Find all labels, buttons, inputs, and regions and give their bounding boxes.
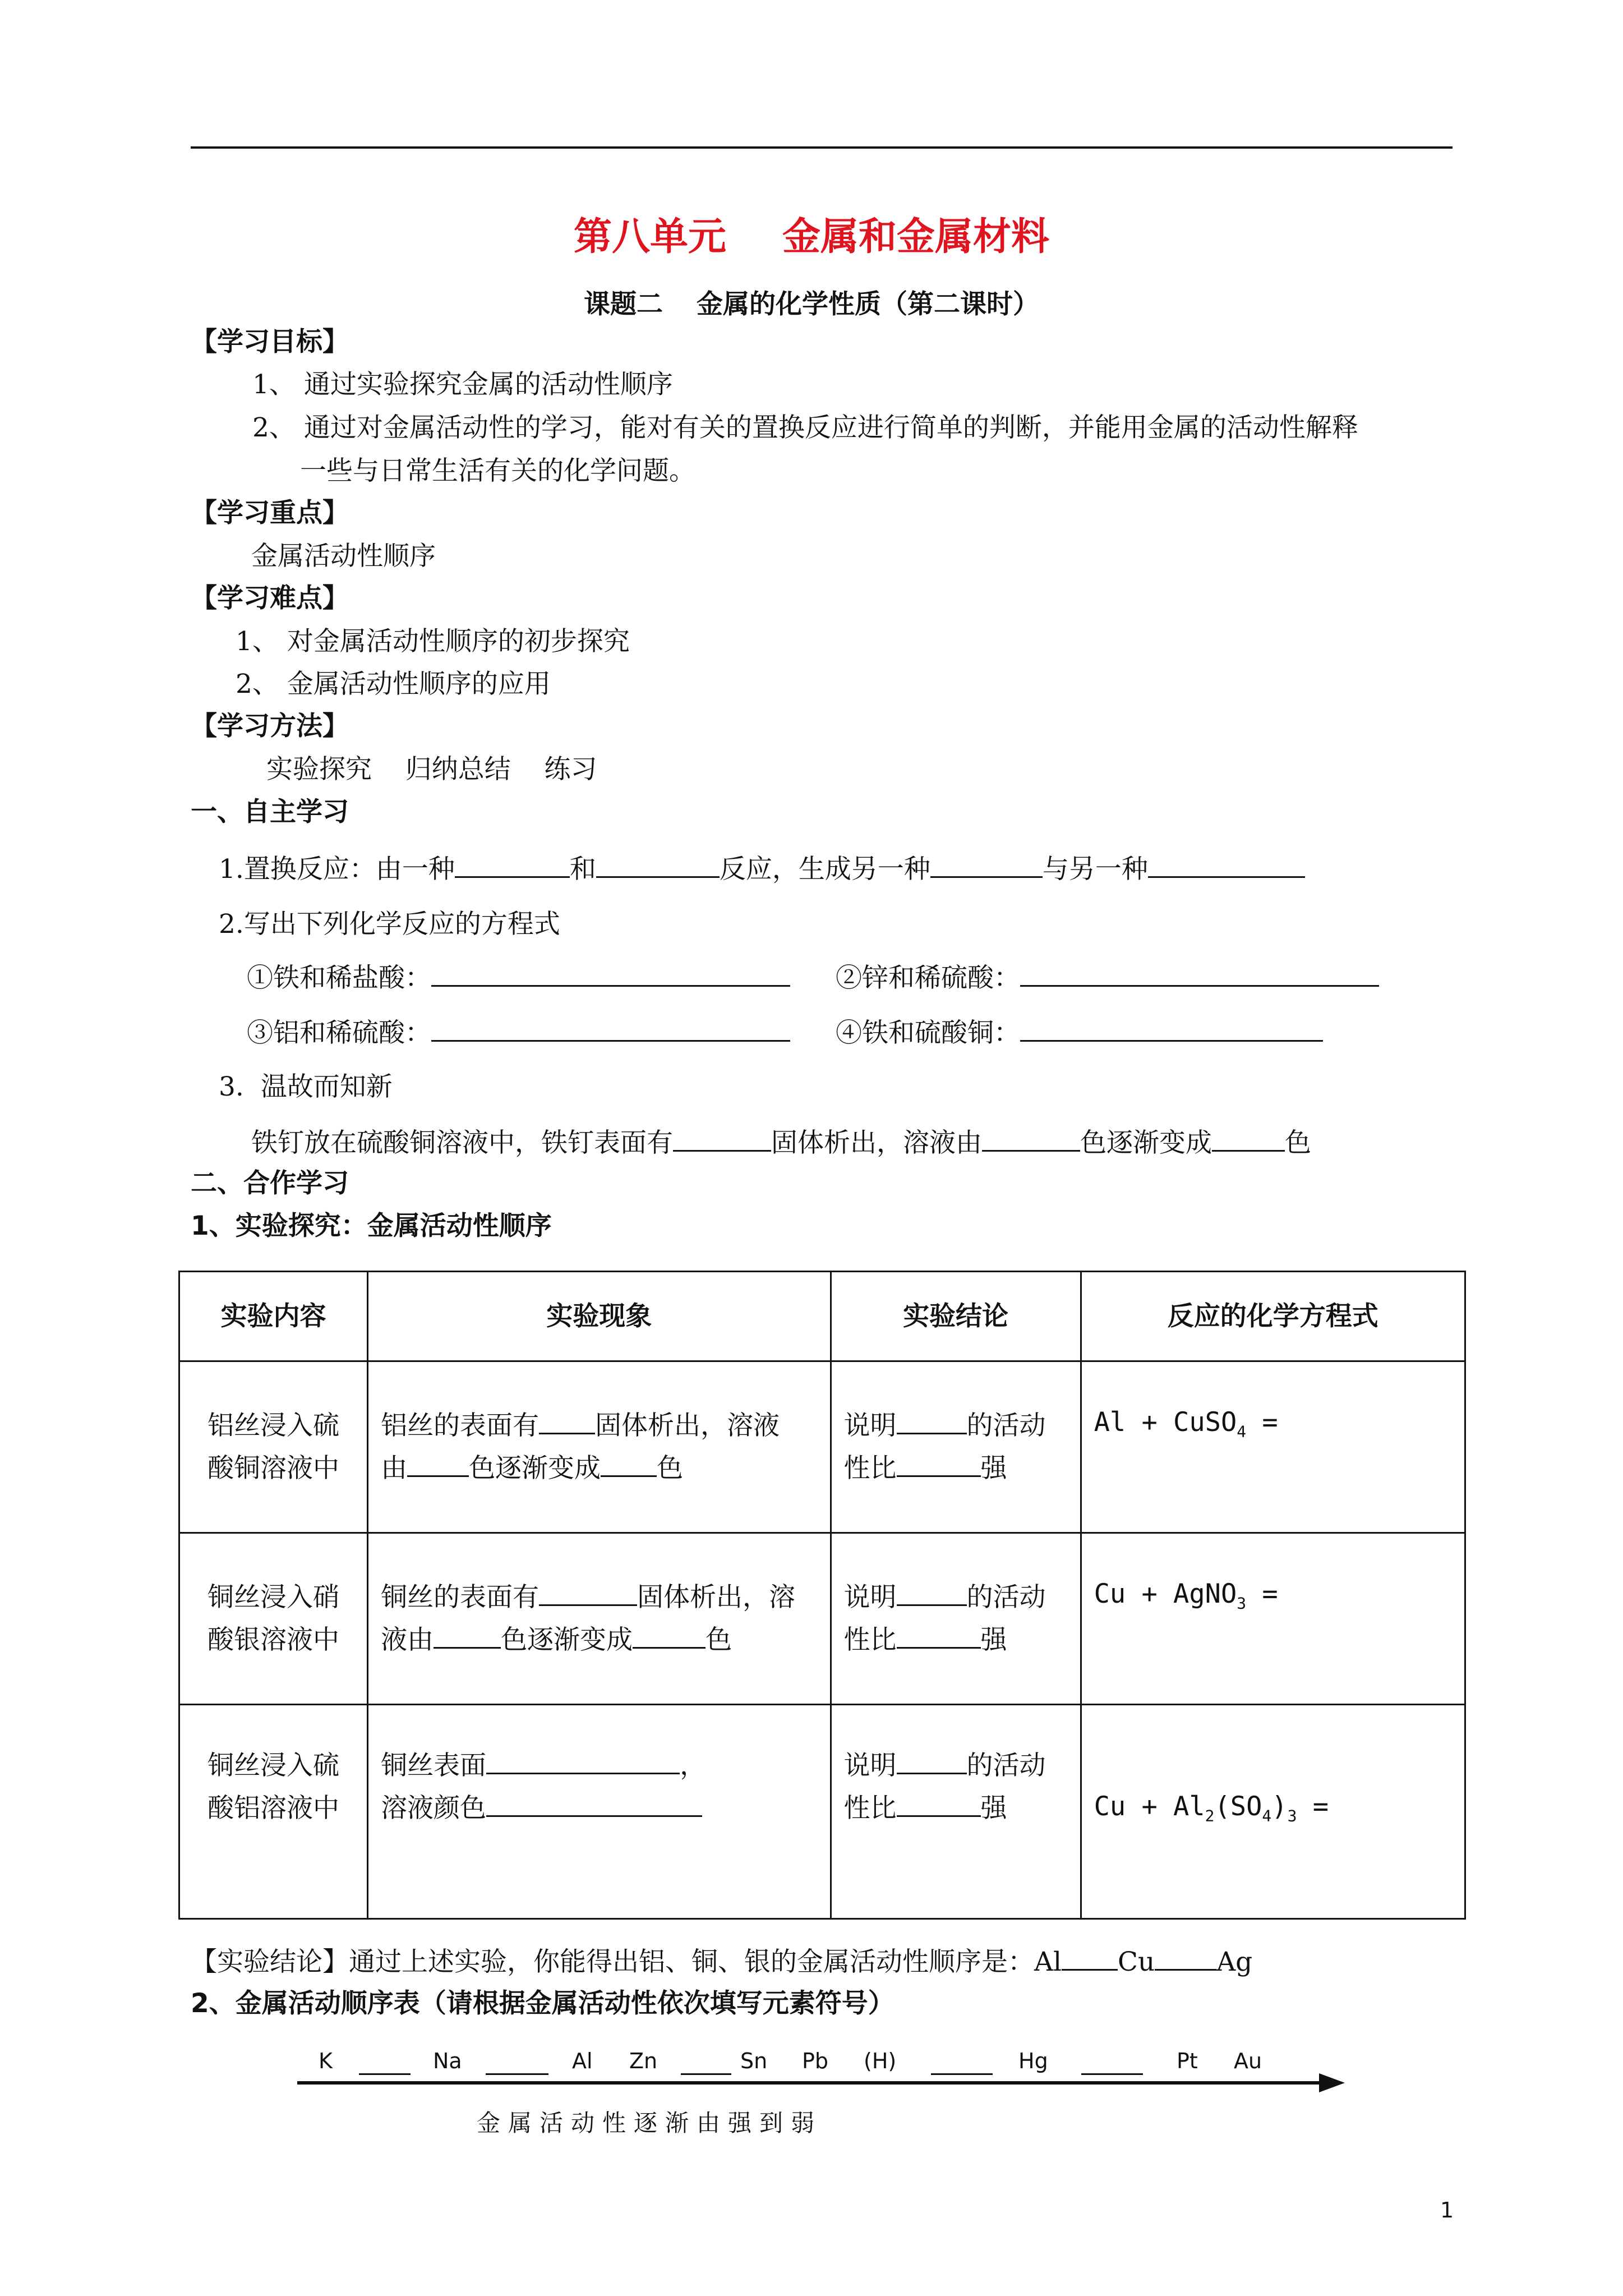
section2-sub2: 2、金属活动顺序表（请根据金属活动性依次填写元素符号）: [191, 1988, 895, 2019]
question-2: 2.写出下列化学反应的方程式: [219, 909, 560, 940]
objective-1: 1、 通过实验探究金属的活动性顺序: [252, 369, 673, 400]
blank[interactable]: [601, 1451, 657, 1477]
method-heading: 【学习方法】: [191, 711, 349, 742]
table-row: [179, 1533, 1465, 1705]
answer-line[interactable]: [1020, 960, 1379, 987]
arrow-caption: 金属活动性逐渐由强到弱: [477, 2109, 823, 2137]
table-row: [179, 1705, 1465, 1919]
lesson-title: [0, 283, 1623, 321]
experiment-conclusion: 说明 的活动 性比 强: [831, 1361, 1081, 1533]
series-blank[interactable]: [1081, 2049, 1143, 2075]
answer-line[interactable]: [1020, 1015, 1323, 1042]
blank[interactable]: [596, 852, 720, 878]
section2-sub1: 1、实验探究：金属活动性顺序: [191, 1211, 552, 1241]
column-header: 实验现象: [368, 1272, 831, 1361]
reaction-2: ②锌和稀硫酸：: [836, 960, 1379, 995]
section2-heading: 二、合作学习: [191, 1168, 349, 1199]
lesson-name: 金属的化学性质（第二课时）: [697, 289, 1039, 320]
blank[interactable]: [897, 1622, 981, 1649]
table-row: [179, 1361, 1465, 1533]
experiment-conclusion: 说明 的活动 性比 强: [831, 1533, 1081, 1705]
blank[interactable]: [897, 1580, 967, 1606]
series-symbol: K: [319, 2049, 333, 2073]
blank[interactable]: [434, 1622, 501, 1649]
reaction-equation: Al + CuSO$_4$ =: [1081, 1361, 1465, 1533]
series-symbol: Na: [433, 2049, 462, 2073]
objectives-heading: 【学习目标】: [191, 326, 349, 357]
arrow-head-icon: [1319, 2073, 1345, 2092]
blank[interactable]: [539, 1580, 637, 1606]
answer-line[interactable]: [431, 1015, 790, 1042]
experiment-content: 铝丝浸入硫 酸铜溶液中: [179, 1361, 368, 1533]
blank[interactable]: [1212, 1125, 1285, 1152]
series-symbol: Zn: [629, 2049, 658, 2073]
reaction-equation: $Cu + Al_2(SO_4)_3$ =: [1081, 1705, 1465, 1919]
blank[interactable]: [897, 1791, 981, 1817]
blank[interactable]: [486, 1748, 680, 1774]
series-symbol: Au: [1234, 2049, 1262, 2073]
key-point-heading: 【学习重点】: [191, 498, 349, 528]
objective-2-line1: 2、 通过对金属活动性的学习，能对有关的置换反应进行简单的判断，并能用金属的活动性解释: [252, 412, 1358, 443]
series-symbol: Pt: [1177, 2049, 1198, 2073]
reaction-3: ③铝和稀硫酸：: [247, 1015, 790, 1050]
unit-name: 金属和金属材料: [782, 215, 1050, 259]
activity-arrow: [297, 2081, 1324, 2085]
difficulty-2: 2、 金属活动性顺序的应用: [236, 669, 551, 700]
column-header: 实验内容: [179, 1272, 368, 1361]
table-header-row: [179, 1272, 1465, 1361]
unit-number: 第八单元: [573, 215, 726, 259]
key-point-text: 金属活动性顺序: [251, 541, 436, 572]
blank[interactable]: [633, 1622, 706, 1649]
question-3-text: 铁钉放在硫酸铜溶液中，铁钉表面有 固体析出，溶液由 色逐渐变成 色: [251, 1125, 1311, 1160]
objective-2-line2: 一些与日常生活有关的化学问题。: [300, 455, 695, 486]
experiment-phenomenon: 铜丝表面 ， 溶液颜色: [368, 1705, 831, 1919]
blank[interactable]: [982, 1125, 1080, 1152]
question-3: 3. 温故而知新: [219, 1071, 393, 1102]
blank[interactable]: [897, 1451, 981, 1477]
blank[interactable]: [1155, 1944, 1216, 1971]
blank[interactable]: [897, 1408, 967, 1434]
reaction-equation: Cu + AgNO$_3$ =: [1081, 1533, 1465, 1705]
lesson-number: 课题二: [584, 289, 663, 320]
experiment-content: 铜丝浸入硝 酸银溶液中: [179, 1533, 368, 1705]
blank[interactable]: [407, 1451, 469, 1477]
experiment-table: [178, 1271, 1466, 1920]
series-symbol: Hg: [1018, 2049, 1048, 2073]
blank[interactable]: [897, 1748, 967, 1774]
difficulty-heading: 【学习难点】: [191, 583, 349, 614]
blank[interactable]: [486, 1791, 702, 1817]
series-blank[interactable]: [359, 2049, 411, 2075]
difficulty-1: 1、 对金属活动性顺序的初步探究: [236, 626, 630, 657]
section1-heading: 一、自主学习: [191, 797, 349, 827]
unit-title: [0, 206, 1623, 261]
column-header: 反应的化学方程式: [1081, 1272, 1465, 1361]
blank[interactable]: [539, 1408, 595, 1434]
blank[interactable]: [673, 1125, 771, 1152]
experiment-result: 【实验结论】通过上述实验，你能得出铝、铜、银的金属活动性顺序是：Al Cu Ag: [191, 1944, 1252, 1979]
answer-line[interactable]: [431, 960, 790, 987]
reaction-1: ①铁和稀盐酸：: [247, 960, 790, 995]
reaction-4: ④铁和硫酸铜：: [836, 1015, 1323, 1050]
page-number: 1: [1440, 2198, 1454, 2223]
column-header: 实验结论: [831, 1272, 1081, 1361]
series-symbol: (H): [864, 2049, 897, 2073]
experiment-conclusion: 说明 的活动 性比 强: [831, 1705, 1081, 1919]
series-blank[interactable]: [931, 2049, 993, 2075]
method-text: 实验探究 归纳总结 练习: [266, 754, 597, 785]
experiment-content: 铜丝浸入硫 酸铝溶液中: [179, 1705, 368, 1919]
experiment-phenomenon: 铜丝的表面有 固体析出，溶 液由 色逐渐变成 色: [368, 1533, 831, 1705]
blank[interactable]: [930, 852, 1043, 878]
series-symbol: Pb: [802, 2049, 829, 2073]
series-symbol: Sn: [740, 2049, 768, 2073]
question-1: 1.置换反应：由一种 和 反应，生成另一种 与另一种: [219, 852, 1305, 886]
series-blank[interactable]: [681, 2049, 731, 2075]
blank[interactable]: [1062, 1944, 1118, 1971]
experiment-phenomenon: 铝丝的表面有 固体析出，溶液 由 色逐渐变成 色: [368, 1361, 831, 1533]
series-blank[interactable]: [486, 2049, 548, 2075]
blank[interactable]: [1148, 852, 1305, 878]
blank[interactable]: [455, 852, 570, 878]
series-symbol: Al: [572, 2049, 593, 2073]
header-rule: [191, 146, 1453, 149]
